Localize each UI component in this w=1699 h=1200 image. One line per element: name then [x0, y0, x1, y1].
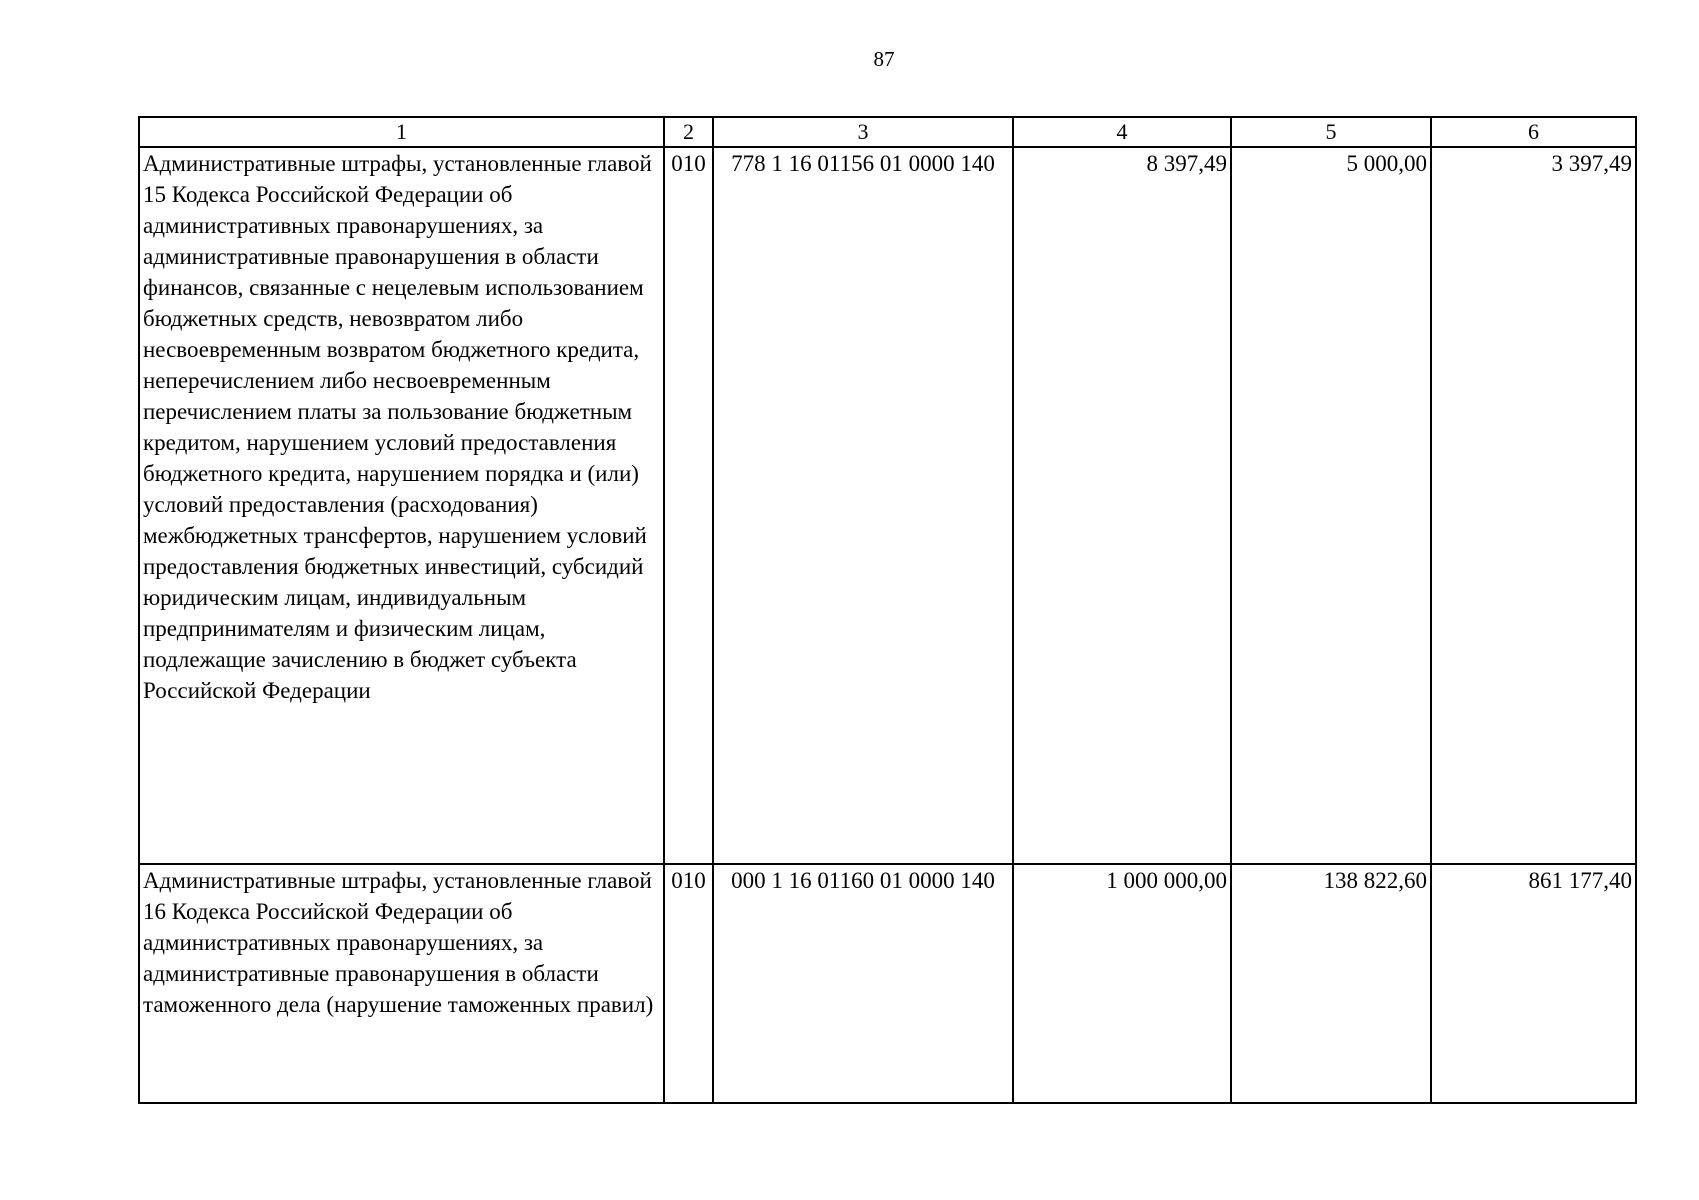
table-row	[139, 147, 1636, 864]
row-name: Административные штрафы, установленные главой 15 Кодекса Российской Федерации об административных правонарушениях, за административные правонарушения в области финансов, связанные с нецелевым использованием бюджетных средств, невозвратом либо несвоевременным возвратом бюджетного кредита, неперечислением либо несвоевременным перечислением платы за пользование бюджетным кредитом, нарушением условий предоставления бюджетного кредита, нарушением порядка и (или) условий предоставления (расходования) межбюджетных трансфертов, нарушением условий предоставления бюджетных инвестиций, субсидий юридическим лицам, индивидуальным предпринимателям и физическим лицам, подлежащие зачислению в бюджет субъекта Российской Федерации	[139, 147, 664, 864]
column-header-3: 3	[713, 117, 1013, 147]
row-name: Административные штрафы, установленные главой 16 Кодекса Российской Федерации об административных правонарушениях, за административные правонарушения в области таможенного дела (нарушение таможенных правил)	[139, 864, 664, 1103]
row-line-code: 010	[664, 864, 713, 1103]
row-executed-amount: 5 000,00	[1231, 147, 1431, 864]
column-header-1: 1	[139, 117, 664, 147]
column-header-5: 5	[1231, 117, 1431, 147]
table-header-row	[139, 117, 1636, 147]
row-income-code: 000 1 16 01160 01 0000 140	[713, 864, 1013, 1103]
table-row	[139, 864, 1636, 1103]
row-line-code: 010	[664, 147, 713, 864]
column-header-4: 4	[1013, 117, 1231, 147]
row-approved-amount: 8 397,49	[1013, 147, 1231, 864]
column-header-2: 2	[664, 117, 713, 147]
revenue-table	[138, 116, 1637, 1104]
row-unexecuted-amount: 861 177,40	[1431, 864, 1636, 1103]
page-number: 87	[873, 47, 895, 71]
row-unexecuted-amount: 3 397,49	[1431, 147, 1636, 864]
row-executed-amount: 138 822,60	[1231, 864, 1431, 1103]
row-income-code: 778 1 16 01156 01 0000 140	[713, 147, 1013, 864]
row-approved-amount: 1 000 000,00	[1013, 864, 1231, 1103]
column-header-6: 6	[1431, 117, 1636, 147]
